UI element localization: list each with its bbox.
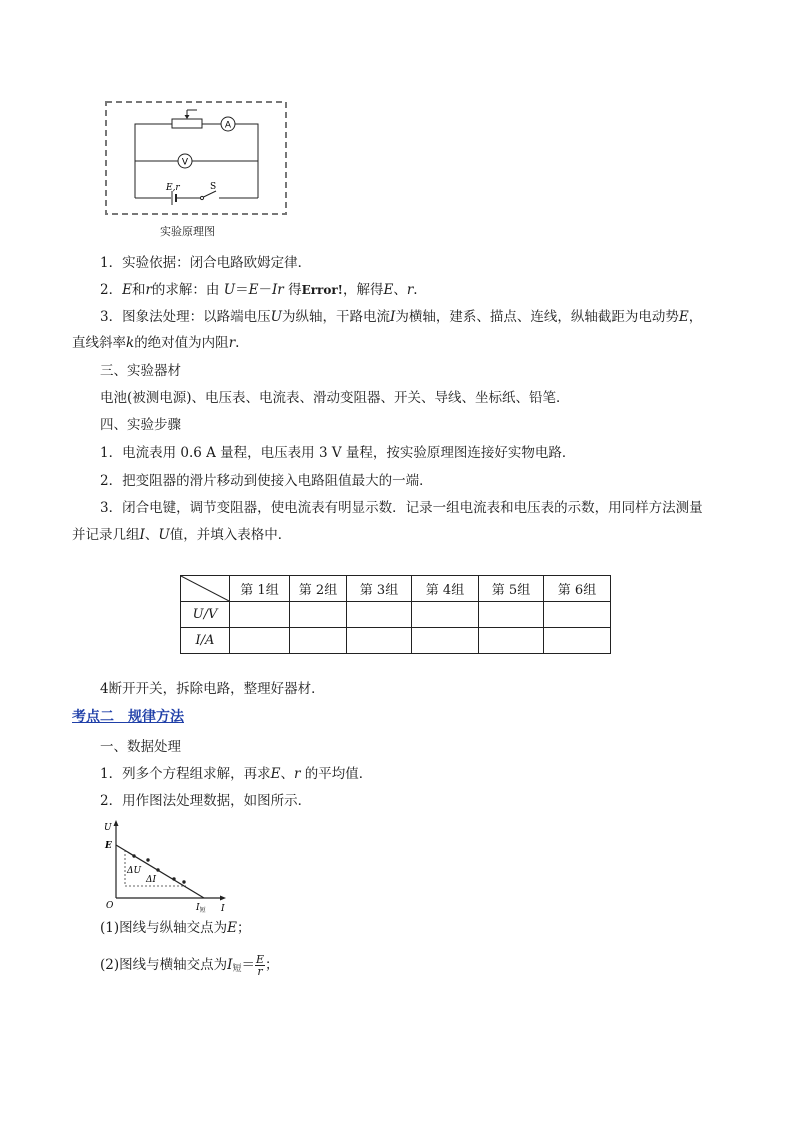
- step-1: 1．电流表用 0.6 A 量程，电压表用 3 V 量程，按实验原理图连接好实物电路．: [100, 445, 576, 461]
- principle-1: 1．实验依据：闭合电路欧姆定律．: [100, 255, 312, 271]
- table-row: [181, 602, 611, 628]
- table-row: [181, 628, 611, 654]
- e-label: E: [105, 841, 112, 851]
- table-header: 第 5组: [479, 576, 544, 602]
- data-point: [132, 854, 135, 857]
- data-point: [172, 877, 175, 880]
- delta-i-label: ΔI: [146, 875, 157, 885]
- result-2: (2)图线与横轴交点为$I_短=$ $\frac{E}{r}$ ；: [100, 953, 279, 978]
- section-4-title: 四、实验步骤: [100, 417, 181, 433]
- table-header-row: [181, 576, 611, 602]
- data-table: [180, 575, 611, 654]
- ui-graph: [100, 818, 235, 913]
- result-1: (1)图线与纵轴交点为E；: [100, 920, 251, 936]
- x-axis-label: I: [221, 904, 225, 913]
- section-3-title: 三、实验器材: [100, 363, 181, 379]
- origin-label: O: [106, 901, 114, 911]
- data-point: [182, 880, 185, 883]
- table-corner-cell: [181, 576, 230, 602]
- circuit-diagram: [100, 98, 292, 218]
- table-header: 第 3组: [347, 576, 412, 602]
- table-header: 第 4组: [412, 576, 479, 602]
- fraction: $\frac{E}{r}$: [255, 953, 265, 978]
- data-processing-2: 2．用作图法处理数据，如图所示．: [100, 793, 312, 809]
- battery-label: E,r: [166, 183, 180, 193]
- step-3a: 3．闭合电键，调节变阻器，使电流表有明显示数．记录一组电流表和电压表的示数，用同样方法测量: [100, 500, 703, 516]
- table-header: 第 2组: [290, 576, 347, 602]
- row-label: I/A: [181, 628, 230, 654]
- step-2: 2．把变阻器的滑片移动到使接入电路阻值最大的一端．: [100, 473, 433, 489]
- circuit-caption: 实验原理图: [160, 225, 215, 238]
- voltmeter-label: V: [181, 157, 189, 168]
- section-heading: 考点二 规律方法: [72, 709, 184, 725]
- table-header: 第 6组: [544, 576, 611, 602]
- delta-u-label: ΔU: [127, 866, 142, 876]
- step-3b: 并记录几组I、U值，并填入表格中．: [72, 527, 292, 543]
- principle-2: 2．E和r的求解：由 U＝E－Ir 得Error!，解得E、r.: [100, 282, 418, 298]
- data-point: [156, 868, 159, 871]
- data-processing-1: 1．列多个方程组求解，再求E、r 的平均值．: [100, 766, 373, 782]
- principle-3b: 直线斜率k的绝对值为内阻r.: [72, 335, 240, 351]
- principle-3a: 3．图象法处理：以路端电压U为纵轴，干路电流I为横轴，建系、描点、连线，纵轴截距为电动势E，: [100, 309, 703, 325]
- y-axis-label: U: [104, 823, 112, 833]
- section-3-text: 电池(被测电源)、电压表、电流表、滑动变阻器、开关、导线、坐标纸、铅笔．: [100, 390, 570, 406]
- diagonal-line: [181, 576, 229, 601]
- ammeter-label: A: [224, 120, 232, 131]
- row-label: U/V: [181, 602, 230, 628]
- i-short-label: $I_短$: [196, 903, 206, 913]
- table-header: 第 1组: [230, 576, 290, 602]
- step-4: 4断开开关，拆除电路，整理好器材．: [100, 681, 325, 697]
- data-point: [146, 858, 149, 861]
- data-processing-title: 一、数据处理: [100, 739, 181, 755]
- rheostat-icon: [172, 119, 202, 128]
- switch-label: S: [210, 182, 217, 192]
